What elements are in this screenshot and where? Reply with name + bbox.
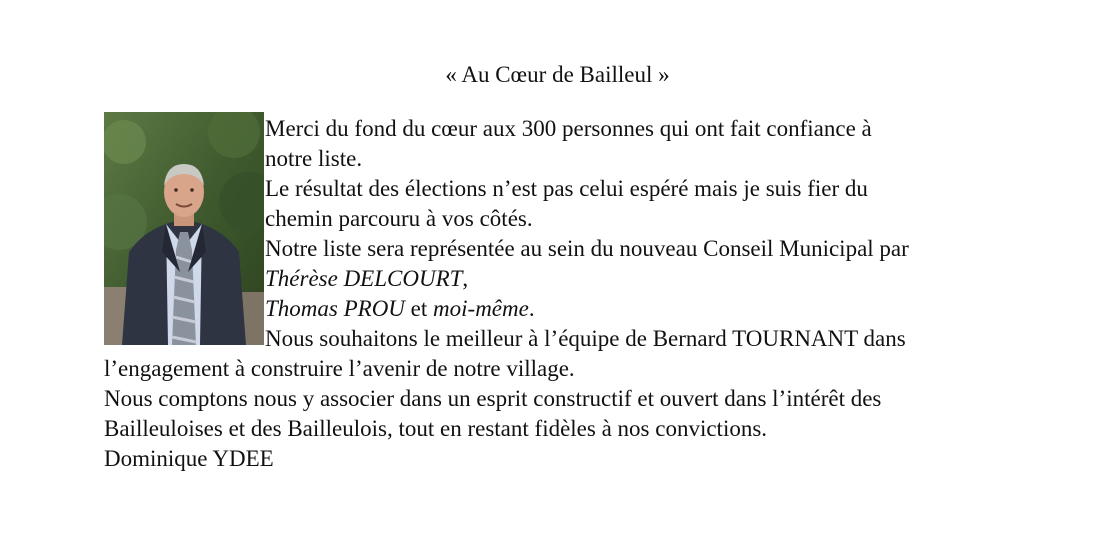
page-title: « Au Cœur de Bailleul » — [445, 62, 670, 87]
message-line: notre liste. — [265, 146, 363, 171]
conjunction: et — [404, 296, 434, 321]
message-line: Bailleuloises et des Bailleulois, tout en restant fidèles à nos convictions. — [104, 416, 768, 441]
self-reference: moi-même — [433, 296, 529, 321]
message-wrapped-block — [265, 114, 909, 354]
punctuation: . — [528, 296, 535, 321]
message-full-width-block — [104, 354, 881, 474]
portrait-photo — [104, 112, 264, 345]
message-line: Notre liste sera représentée au sein du nouveau Conseil Municipal par — [265, 236, 909, 261]
signature: Dominique YDEE — [104, 446, 274, 471]
message-line — [265, 264, 909, 294]
message-line: chemin parcouru à vos côtés. — [265, 206, 533, 231]
message-line: Nous souhaitons le meilleur à l’équipe de Bernard TOURNANT dans — [265, 326, 906, 351]
message-line: Merci du fond du cœur aux 300 personnes qui ont fait confiance à — [265, 116, 872, 141]
message-line: Le résultat des élections n’est pas celui espéré mais je suis fier du — [265, 176, 868, 201]
message-line — [265, 294, 909, 324]
portrait-photo-icon — [104, 112, 264, 345]
message-line: l’engagement à construire l’avenir de notre village. — [104, 356, 575, 381]
message-line: Nous comptons nous y associer dans un esprit constructif et ouvert dans l’intérêt des — [104, 386, 882, 411]
councillor-name: Thérèse DELCOURT — [265, 266, 463, 291]
punctuation: , — [462, 266, 469, 291]
councillor-name: Thomas PROU — [265, 296, 405, 321]
